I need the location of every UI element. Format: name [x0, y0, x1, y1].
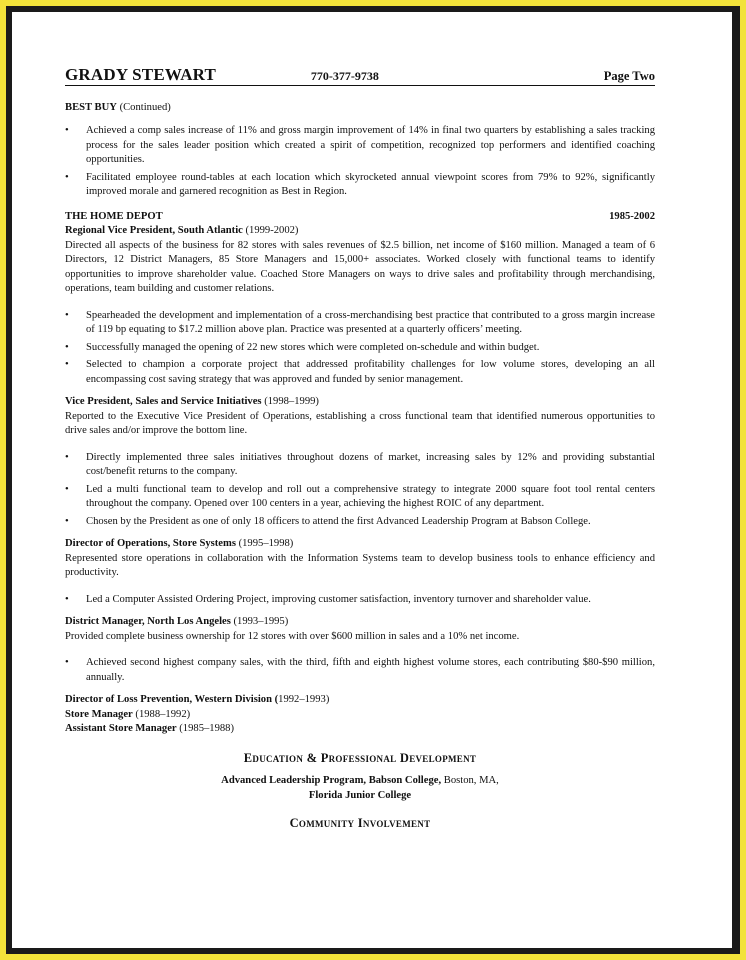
rvp-bullets [65, 309, 655, 388]
homedepot-dates: 1985-2002 [609, 210, 655, 222]
education-college: Florida Junior College [308, 789, 412, 801]
dm-title: District Manager, North Los Angeles [65, 616, 231, 627]
resume-content [65, 65, 655, 831]
homedepot-company: THE HOME DEPOT [65, 210, 163, 222]
dm-bullets [65, 656, 655, 685]
asm-title: Assistant Store Manager [65, 723, 177, 734]
education-heading: Education & Professional Development [243, 750, 477, 765]
community-heading: Community Involvement [289, 816, 431, 830]
community-section [65, 816, 655, 831]
rvp-title: Regional Vice President, South Atlantic [65, 225, 243, 236]
vp-title: Vice President, Sales and Service Initiatives [65, 396, 262, 407]
doo-dates: (1995–1998) [238, 538, 294, 549]
page-number: Page Two [603, 69, 655, 83]
list-item: • Successfully managed the opening of 22 new stores which were completed on-schedule and within budget. [65, 341, 655, 356]
list-item: • Spearheaded the development and implementation of a cross-merchandising best practice that contributed to a gross margin increase of 119 bp equating to $17.2 million above plan. Practice was presented at a quarterly officers’ meeting. [65, 309, 655, 338]
vp-dates: (1998–1999) [264, 396, 319, 407]
list-item: • Chosen by the President as one of only 18 officers to attend the first Advanced Leadership Program at Babson College. [65, 515, 655, 530]
asm-dates: (1985–1988) [179, 723, 235, 734]
dm-dates: (1993–1995) [233, 616, 289, 627]
dlp-title: Director of Loss Prevention, Western Division ( [65, 694, 279, 705]
dlp-dates: 1992–1993) [278, 694, 330, 705]
bestbuy-section [65, 101, 655, 200]
homedepot-section [65, 210, 655, 737]
sm-dates: (1988–1992) [135, 708, 191, 720]
education-section [65, 751, 655, 804]
doo-desc: Represented store operations in collaboration with the Information Systems team to develop business tools to enhance efficiency and productivity. [65, 552, 655, 578]
doo-title: Director of Operations, Store Systems [65, 538, 236, 549]
doo-bullets [65, 593, 655, 608]
list-item: • Achieved second highest company sales, with the third, fifth and eighth highest volume stores, each contributing $80-$90 million, annually. [65, 656, 655, 685]
list-item: • Selected to champion a corporate project that addressed profitability challenges for low volume stores, developing an all encompassing cost saving strategy that was approved and funded by senior management. [65, 358, 655, 387]
rvp-dates: (1999-2002) [245, 225, 299, 236]
list-item: • Led a multi functional team to develop and roll out a comprehensive strategy to integrate 2000 square foot tool rental centers throughout the company. Opened over 100 centers in a year, achieving the highest ROIC of any department. [65, 483, 655, 512]
rvp-desc: Directed all aspects of the business for 82 stores with sales revenues of $2.5 billion, net income of $160 million. Managed a team of 6 Directors, 12 District Managers, 85 Store Managers and 15,000+ associates. Worked closely with functional teams to identify opportunities to improve shareholder value. Coached Store Managers on ways to drive sales and profitability through merchandising, operations, team building and customer relations. [65, 239, 655, 294]
dm-desc: Provided complete business ownership for 12 stores with over $600 million in sales and a 10% net income. [65, 630, 520, 642]
list-item: • Achieved a comp sales increase of 11% and gross margin improvement of 14% in final two quarters by establishing a sales tracking process for the sales leader position which created a spirit of competition, recognized top performers and identified coaching opportunities. [65, 124, 655, 168]
list-item: • Facilitated employee round-tables at each location which skyrocketed annual viewpoint scores from 79% to 92%, significantly improved morale and garnered recognition as Best in Region. [65, 171, 655, 200]
homedepot-header [65, 210, 655, 225]
bestbuy-company: BEST BUY [65, 101, 117, 113]
education-program: Advanced Leadership Program, Babson College, [221, 775, 442, 786]
bestbuy-continued: (Continued) [119, 101, 171, 113]
list-item: • Directly implemented three sales initiatives throughout dozens of market, increasing sales by 12% and providing substantial cost/benefit returns to the company. [65, 451, 655, 480]
list-item: • Led a Computer Assisted Ordering Project, improving customer satisfaction, inventory turnover and shareholder value. [65, 593, 655, 608]
candidate-name: GRADY STEWART [65, 65, 217, 84]
sm-title: Store Manager [65, 708, 133, 720]
bestbuy-bullets [65, 124, 655, 200]
candidate-phone: 770-377-9738 [310, 69, 379, 83]
education-location: Boston, MA, [443, 775, 499, 786]
resume-header [65, 65, 655, 86]
vp-desc: Reported to the Executive Vice President of Operations, establishing a cross functional team that identified numerous opportunities to drive sales and/or improve the bottom line. [65, 410, 655, 436]
vp-bullets [65, 451, 655, 530]
